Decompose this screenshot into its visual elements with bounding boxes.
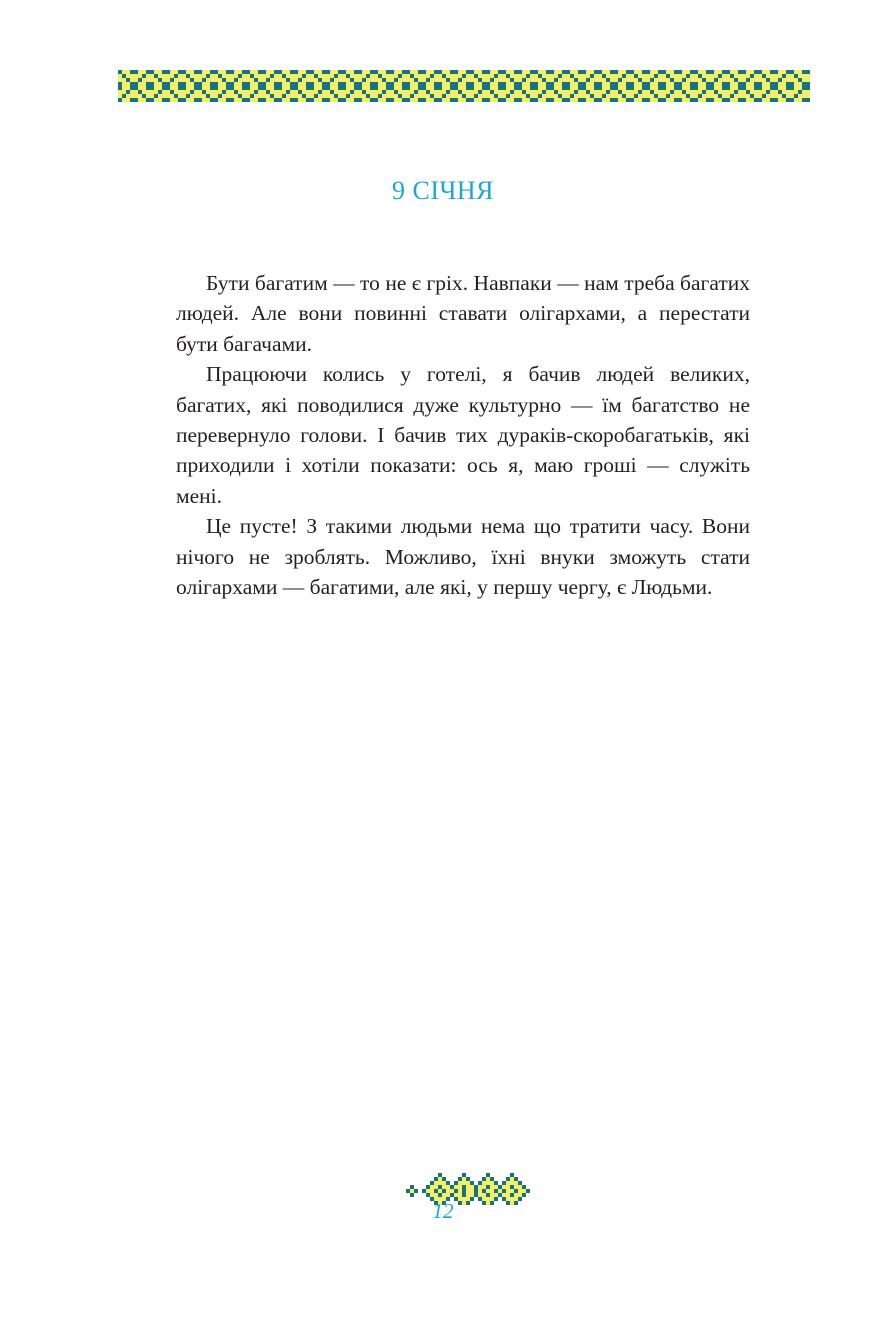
body-text [176, 268, 750, 602]
paragraph: Бути багатим — то не є гріх. Навпаки — нам треба багатих людей. Але вони повинні ставати олігархами, а перестати бути багачами. [176, 271, 750, 356]
top-embroidery-ornament [118, 70, 810, 102]
page-number: 12 [432, 1199, 454, 1223]
paragraph: Це пусте! З такими людьми нема що тратити часу. Вони нічого не зроблять. Можливо, їхні внуки зможуть стати олігархами — багатими, але які, у першу чергу, є Людьми. [176, 514, 750, 600]
page-title: 9 СІЧНЯ [391, 176, 494, 205]
paragraph: Працюючи колись у готелі, я бачив людей великих, багатих, які поводилися дуже культурно — їм багатство не перевернуло голови. І бачив тих дураків-скоробагатьків, які приходили і хотіли показати: ось я, маю гроші — служіть мені. [176, 362, 750, 508]
